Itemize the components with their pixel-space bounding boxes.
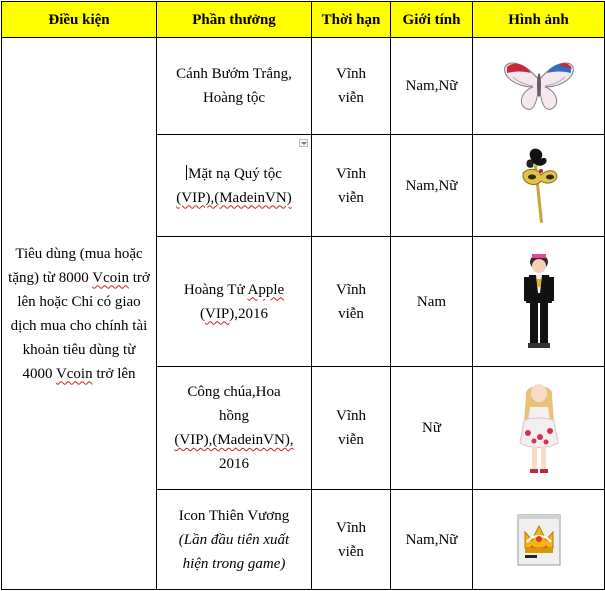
dropdown-marker-icon[interactable] bbox=[299, 139, 308, 147]
duration-line: Vĩnh bbox=[336, 165, 366, 182]
gender-cell: Nam bbox=[391, 237, 473, 367]
gender-cell: Nam,Nữ bbox=[391, 38, 473, 135]
reward-name-line: Công chúa,Hoa bbox=[187, 384, 281, 400]
image-cell bbox=[473, 490, 605, 590]
princess-avatar-icon bbox=[518, 379, 560, 477]
duration-cell bbox=[312, 135, 391, 237]
gender-cell: Nam,Nữ bbox=[391, 490, 473, 590]
header-gender: Giới tính bbox=[391, 2, 473, 38]
image-cell bbox=[473, 237, 605, 367]
reward-name-text: Mặt nạ Quý tộc bbox=[188, 165, 282, 182]
gender-cell: Nữ bbox=[391, 367, 473, 490]
spellcheck-word: Apple bbox=[247, 281, 285, 298]
duration-line: viễn bbox=[338, 189, 364, 206]
gender-cell: Nam,Nữ bbox=[391, 135, 473, 237]
duration-line: viễn bbox=[338, 305, 364, 322]
masquerade-mask-icon bbox=[519, 147, 559, 225]
reward-name-line: Icon Thiên Vương bbox=[178, 507, 290, 524]
crown-icon bbox=[517, 514, 561, 566]
text-cursor-icon bbox=[186, 165, 187, 180]
duration-line: viễn bbox=[338, 543, 364, 560]
header-duration: Thời hạn bbox=[312, 2, 391, 38]
condition-cell bbox=[2, 38, 157, 590]
header-condition: Điều kiện bbox=[2, 2, 157, 38]
spellcheck-word: Vcoin bbox=[55, 365, 93, 382]
duration-line: viễn bbox=[338, 432, 364, 448]
reward-name-line: Cánh Bướm Trắng, bbox=[176, 66, 292, 82]
reward-name-line bbox=[161, 278, 307, 302]
reward-name-line: Hoàng tộc bbox=[202, 90, 266, 106]
reward-name-line: (VIP),(MadeinVN), bbox=[174, 432, 294, 448]
duration-line: Vĩnh bbox=[336, 408, 366, 424]
spellcheck-word: VIP bbox=[205, 305, 230, 322]
header-image: Hình ảnh bbox=[473, 2, 605, 38]
reward-cell bbox=[157, 490, 312, 590]
reward-cell bbox=[157, 367, 312, 490]
reward-name-text: Hoàng Tử Apple bbox=[183, 281, 285, 298]
duration-line: viễn bbox=[338, 90, 364, 106]
butterfly-wings-icon bbox=[503, 57, 575, 115]
reward-name-line: 2016 bbox=[219, 456, 249, 472]
reward-name-line: (VIP),(MadeinVN) bbox=[176, 189, 292, 206]
reward-cell bbox=[157, 38, 312, 135]
duration-line: Vĩnh bbox=[336, 66, 366, 82]
duration-cell bbox=[312, 237, 391, 367]
table-row bbox=[2, 38, 605, 135]
header-reward: Phần thưởng bbox=[157, 2, 312, 38]
reward-note-line: (Lần đầu tiên xuất bbox=[178, 531, 290, 548]
rewards-table bbox=[1, 1, 605, 590]
image-cell bbox=[473, 38, 605, 135]
reward-cell bbox=[157, 237, 312, 367]
reward-note-line: hiện trong game) bbox=[182, 555, 286, 572]
reward-name-line: (VIP),2016 bbox=[200, 305, 268, 322]
reward-name-line: hồng bbox=[219, 408, 249, 424]
prince-avatar-icon bbox=[522, 253, 556, 351]
image-cell bbox=[473, 367, 605, 490]
header-row bbox=[2, 2, 605, 38]
image-cell bbox=[473, 135, 605, 237]
duration-cell bbox=[312, 367, 391, 490]
duration-line: Vĩnh bbox=[336, 519, 366, 536]
condition-text: Tiêu dùng (mua hoặc tặng) từ 8000 Vcoin trở lên hoặc Chỉ có giao dịch mua cho chính tài khoản tiêu dùng từ 4000 Vcoin trở lên bbox=[8, 245, 150, 382]
duration-cell bbox=[312, 490, 391, 590]
reward-name-line bbox=[161, 162, 307, 186]
duration-line: Vĩnh bbox=[336, 281, 366, 298]
duration-cell bbox=[312, 38, 391, 135]
spellcheck-word: Vcoin bbox=[92, 269, 129, 286]
reward-cell bbox=[157, 135, 312, 237]
